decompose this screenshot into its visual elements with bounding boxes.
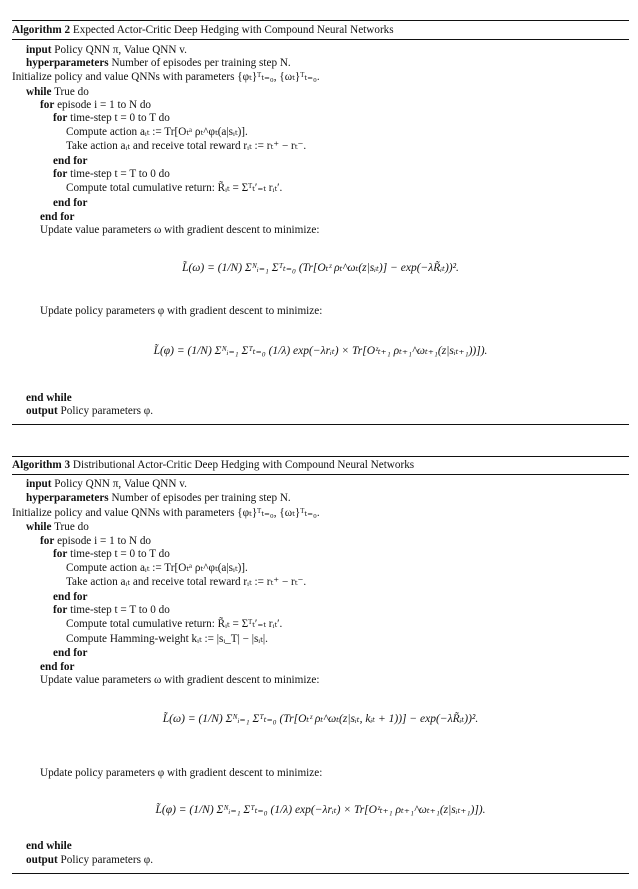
line-end-for-inner: end for xyxy=(53,591,88,603)
line-output: output Policy parameters φ. xyxy=(26,405,154,417)
line-update-value: Update value parameters ω with gradient descent to minimize: xyxy=(40,674,320,686)
line-compute-action: Compute action aᵢₜ := Tr[Oₜᵃ ρₜ^φₜ(a|sᵢₜ)]. xyxy=(66,562,248,574)
line-update-value: Update value parameters ω with gradient descent to minimize: xyxy=(40,224,320,236)
line-end-for-episode: end for xyxy=(40,661,75,673)
policy-loss-equation: L̃(φ) = (1/N) Σᴺᵢ₌₁ Σᵀₜ₌₀ (1/λ) exp(−λrᵢₜ) × Tr[Oᶻₜ₊₁ ρₜ₊₁^ωₜ₊₁(z|sᵢₜ₊₁)]). xyxy=(155,804,486,816)
line-hyperparameters: hyperparameters Number of episodes per training step N. xyxy=(26,57,291,69)
line-take-action: Take action aᵢₜ and receive total reward rᵢₜ := rₜ⁺ − rₜ⁻. xyxy=(66,140,307,152)
line-for-episode: for episode i = 1 to N do xyxy=(40,99,152,111)
value-loss-equation: L̃(ω) = (1/N) Σᴺᵢ₌₁ Σᵀₜ₌₀ (Tr[Oₜᶻ ρₜ^ωₜ(z|sᵢₜ)] − exp(−λR̃ᵢₜ))². xyxy=(182,262,459,274)
line-for-reverse: for time-step t = T to 0 do xyxy=(53,604,170,616)
line-compute-hamming: Compute Hamming-weight kᵢₜ := |sᵢ_T| − |sᵢₜ|. xyxy=(66,633,268,645)
bottom-rule xyxy=(12,424,629,425)
top-rule xyxy=(12,20,629,21)
line-input: input Policy QNN π, Value QNN v. xyxy=(26,478,187,490)
line-end-for-reverse: end for xyxy=(53,647,88,659)
line-for-timestep: for time-step t = 0 to T do xyxy=(53,112,170,124)
line-output: output Policy parameters φ. xyxy=(26,854,154,866)
line-initialize: Initialize policy and value QNNs with parameters {φₜ}ᵀₜ₌₀, {ωₜ}ᵀₜ₌₀. xyxy=(12,507,320,519)
algorithm-caption: Algorithm 3 Distributional Actor-Critic Deep Hedging with Compound Neural Networks xyxy=(12,459,415,471)
line-input: input Policy QNN π, Value QNN v. xyxy=(26,44,187,56)
line-take-action: Take action aᵢₜ and receive total reward rᵢₜ := rₜ⁺ − rₜ⁻. xyxy=(66,576,307,588)
line-compute-return: Compute total cumulative return: R̃ᵢₜ = Σᵀₜ′₌ₜ rᵢₜ′. xyxy=(66,182,283,194)
line-compute-return: Compute total cumulative return: R̃ᵢₜ = Σᵀₜ′₌ₜ rᵢₜ′. xyxy=(66,618,283,630)
line-while: while True do xyxy=(26,86,89,98)
line-initialize: Initialize policy and value QNNs with parameters {φₜ}ᵀₜ₌₀, {ωₜ}ᵀₜ₌₀. xyxy=(12,71,320,83)
line-update-policy: Update policy parameters φ with gradient descent to minimize: xyxy=(40,305,323,317)
line-end-while: end while xyxy=(26,392,72,404)
line-end-for-reverse: end for xyxy=(53,197,88,209)
line-for-reverse: for time-step t = T to 0 do xyxy=(53,168,170,180)
caption-rule xyxy=(12,474,629,475)
value-loss-equation: L̃(ω) = (1/N) Σᴺᵢ₌₁ Σᵀₜ₌₀ (Tr[Oₜᶻ ρₜ^ωₜ(z|sᵢₜ, kᵢₜ + 1))] − exp(−λR̃ᵢₜ))². xyxy=(162,713,479,725)
algorithm-3-block xyxy=(12,456,629,878)
line-update-policy: Update policy parameters φ with gradient descent to minimize: xyxy=(40,767,323,779)
algorithm-caption: Algorithm 2 Expected Actor-Critic Deep Hedging with Compound Neural Networks xyxy=(12,24,394,36)
caption-rule xyxy=(12,39,629,40)
policy-loss-equation: L̃(φ) = (1/N) Σᴺᵢ₌₁ Σᵀₜ₌₀ (1/λ) exp(−λrᵢₜ) × Tr[Oᶻₜ₊₁ ρₜ₊₁^ωₜ₊₁(z|sᵢₜ₊₁))]). xyxy=(153,345,488,357)
top-rule xyxy=(12,456,629,457)
line-hyperparameters: hyperparameters Number of episodes per training step N. xyxy=(26,492,291,504)
algorithm-2-block xyxy=(12,20,629,426)
line-for-timestep: for time-step t = 0 to T do xyxy=(53,548,170,560)
line-end-while: end while xyxy=(26,840,72,852)
line-for-episode: for episode i = 1 to N do xyxy=(40,535,152,547)
line-end-for-inner: end for xyxy=(53,155,88,167)
bottom-rule xyxy=(12,873,629,874)
line-compute-action: Compute action aᵢₜ := Tr[Oₜᵃ ρₜ^φₜ(a|sᵢₜ)]. xyxy=(66,126,248,138)
line-end-for-episode: end for xyxy=(40,211,75,223)
line-while: while True do xyxy=(26,521,89,533)
